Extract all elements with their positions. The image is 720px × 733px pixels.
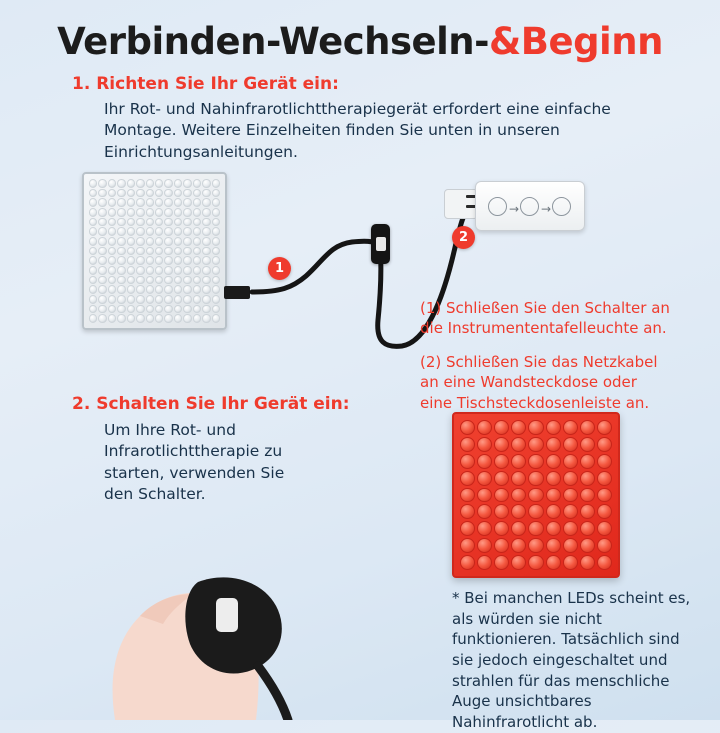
socket-slot-2 [520, 197, 539, 216]
led-dot [460, 437, 475, 452]
led-dot [477, 437, 492, 452]
led-dot [597, 538, 612, 553]
led-dot [511, 488, 526, 503]
led-dot [494, 538, 509, 553]
led-dot [477, 555, 492, 570]
socket-slot-3 [552, 197, 571, 216]
page-title [0, 20, 720, 63]
led-dot [528, 555, 543, 570]
led-dot [563, 538, 578, 553]
led-dot [494, 555, 509, 570]
step-1-body: Ihr Rot- und Nahinfrarotlichttherapiegerät erfordert eine einfache Montage. Weitere Einzelheiten finden Sie unten in unseren Einrichtungsanleitungen. [104, 100, 611, 161]
led-dot [528, 521, 543, 536]
led-dot [563, 555, 578, 570]
led-dot [511, 471, 526, 486]
led-dot [563, 471, 578, 486]
led-dot [528, 504, 543, 519]
led-dot [494, 420, 509, 435]
led-dot [580, 471, 595, 486]
led-dot [580, 420, 595, 435]
led-dot [460, 454, 475, 469]
step-2-body: Um Ihre Rot- und Infrarotlichttherapie zu starten, verwenden Sie den Schalter. [104, 421, 285, 504]
caption-2: (2) Schließen Sie das Netzkabel an eine Wandsteckdose oder eine Tischsteckdosenleiste an. [420, 353, 658, 412]
led-dot [528, 488, 543, 503]
marker-2: 2 [452, 226, 475, 249]
led-dot [477, 488, 492, 503]
led-dot [528, 454, 543, 469]
led-dot [460, 521, 475, 536]
led-dot [597, 471, 612, 486]
led-dot [597, 420, 612, 435]
wall-socket [475, 181, 585, 231]
led-dot [597, 437, 612, 452]
led-dot [460, 471, 475, 486]
led-dot [563, 454, 578, 469]
page-title-part2: &Beginn [489, 20, 663, 63]
led-dot [511, 555, 526, 570]
led-dot [528, 538, 543, 553]
footnote-text: * Bei manchen LEDs scheint es, als würden sie nicht funktionieren. Tatsächlich sind sie jedoch eingeschaltet und strahlen für das menschliche Auge unsichtbares Nahinfrarotlicht ab. [452, 589, 691, 732]
power-plug [444, 189, 478, 219]
led-dot [511, 454, 526, 469]
led-panel-red-grid [460, 420, 612, 570]
led-dot [597, 454, 612, 469]
inline-switch[interactable] [371, 224, 390, 264]
led-dot [460, 504, 475, 519]
led-dot [580, 555, 595, 570]
led-dot [477, 521, 492, 536]
led-dot [477, 454, 492, 469]
led-dot [563, 420, 578, 435]
led-dot [528, 471, 543, 486]
led-dot [546, 437, 561, 452]
led-dot [597, 488, 612, 503]
led-dot [477, 538, 492, 553]
led-dot [563, 437, 578, 452]
caption-1: (1) Schließen Sie den Schalter an die Instrumententafelleuchte an. [420, 299, 670, 338]
led-dot [477, 471, 492, 486]
led-dot [546, 521, 561, 536]
led-dot [546, 504, 561, 519]
led-dot [511, 538, 526, 553]
led-dot [494, 454, 509, 469]
led-dot [511, 504, 526, 519]
led-dot [563, 521, 578, 536]
led-dot [597, 555, 612, 570]
led-dot [528, 420, 543, 435]
led-dot [580, 504, 595, 519]
led-dot [580, 488, 595, 503]
page-title-part1: Verbinden-Wechseln- [57, 20, 489, 63]
led-dot [494, 521, 509, 536]
led-dot [580, 437, 595, 452]
led-panel-red [452, 412, 620, 578]
led-dot [546, 488, 561, 503]
socket-arrow-1: → [509, 202, 520, 216]
led-dot [563, 504, 578, 519]
led-dot [546, 471, 561, 486]
led-dot [546, 555, 561, 570]
led-dot [494, 488, 509, 503]
inline-switch-button[interactable] [376, 237, 386, 251]
led-dot [460, 420, 475, 435]
led-dot [546, 538, 561, 553]
socket-arrow-2: → [541, 202, 552, 216]
hand-holding-switch [20, 470, 380, 720]
led-dot [597, 521, 612, 536]
led-dot [460, 555, 475, 570]
led-dot [511, 437, 526, 452]
led-dot [460, 538, 475, 553]
led-dot [528, 437, 543, 452]
led-dot [511, 420, 526, 435]
step-1-heading: 1. Richten Sie Ihr Gerät ein: [72, 74, 339, 94]
led-dot [580, 454, 595, 469]
led-dot [580, 538, 595, 553]
led-dot [460, 488, 475, 503]
led-dot [494, 437, 509, 452]
led-dot [580, 521, 595, 536]
led-dot [477, 504, 492, 519]
led-dot [546, 454, 561, 469]
socket-slot-1 [488, 197, 507, 216]
led-dot [546, 420, 561, 435]
led-dot [494, 471, 509, 486]
led-dot [597, 504, 612, 519]
led-dot [477, 420, 492, 435]
led-dot [511, 521, 526, 536]
step-2-heading: 2. Schalten Sie Ihr Gerät ein: [72, 394, 350, 414]
led-dot [563, 488, 578, 503]
led-dot [494, 504, 509, 519]
marker-1: 1 [268, 257, 291, 280]
